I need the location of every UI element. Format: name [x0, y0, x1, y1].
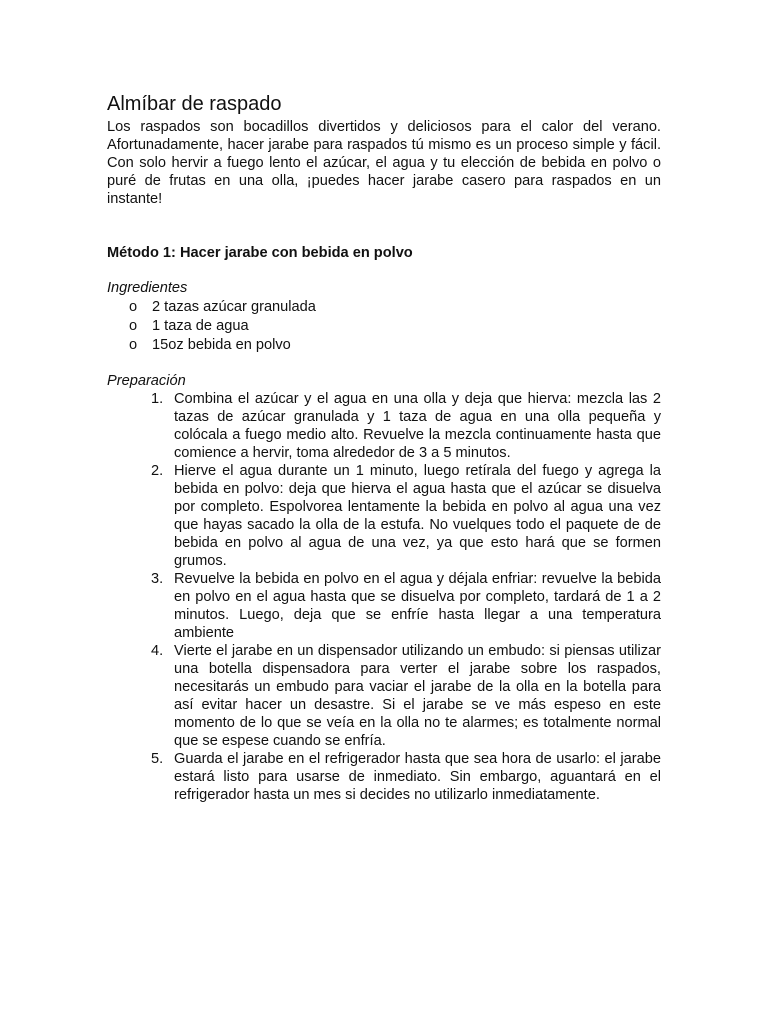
preparation-label: Preparación — [107, 373, 186, 389]
list-item — [107, 317, 661, 336]
step-number: 3. — [151, 571, 164, 587]
list-item — [107, 570, 661, 642]
intro-paragraph: Los raspados son bocadillos divertidos y deliciosos para el calor del verano. Afortunadamente, hacer jarabe para raspados tú mismo es un proceso simple y fácil. Con solo hervir a fuego lento el azúcar, el agua y tu elección de bebida en polvo o puré de frutas en una olla, ¡puedes hacer jarabe casero para raspados en un instante! — [107, 119, 661, 207]
preparation-steps — [107, 390, 661, 804]
list-item — [107, 390, 661, 462]
step-text: Vierte el jarabe en un dispensador utilizando un embudo: si piensas utilizar una botella dispensadora para verter el jarabe sobre los raspados, necesitarás un embudo para vaciar el jarabe de la olla en la botella para así evitar hacer un desastre. Si el jarabe se ve más espeso en este momento de lo que se veía en la olla no te alarmes; es totalmente normal que se espese cuando se enfría. — [174, 643, 661, 749]
method-heading: Método 1: Hacer jarabe con bebida en polvo — [107, 245, 413, 261]
ingredient-text: 1 taza de agua — [152, 318, 249, 334]
list-item — [107, 642, 661, 750]
ingredients-list — [107, 298, 661, 355]
bullet-icon: o — [129, 318, 138, 334]
bullet-icon: o — [129, 299, 138, 315]
step-number: 2. — [151, 463, 164, 479]
ingredient-text: 2 tazas azúcar granulada — [152, 299, 316, 315]
document-title: Almíbar de raspado — [107, 93, 282, 115]
step-number: 5. — [151, 751, 164, 767]
ingredient-text: 15oz bebida en polvo — [152, 337, 291, 353]
bullet-icon: o — [129, 337, 138, 353]
list-item — [107, 298, 661, 317]
list-item — [107, 462, 661, 570]
step-text: Hierve el agua durante un 1 minuto, luego retírala del fuego y agrega la bebida en polvo: deja que hierva el agua hasta que el azúcar se disuelva por completo. Espolvorea lentamente la bebida en polvo al agua una vez que hayas sacado la olla de la estufa. No vuelques todo el paquete de de bebida en polvo al agua de una vez, ya que esto hará que se formen grumos. — [174, 463, 661, 569]
list-item — [107, 750, 661, 804]
step-number: 1. — [151, 391, 164, 407]
list-item — [107, 336, 661, 355]
ingredients-label: Ingredientes — [107, 280, 188, 296]
step-text: Guarda el jarabe en el refrigerador hasta que sea hora de usarlo: el jarabe estará listo para usarse de inmediato. Sin embargo, aguantará en el refrigerador hasta un mes si decides no utilizarlo inmediatamente. — [174, 751, 661, 803]
step-text: Revuelve la bebida en polvo en el agua y déjala enfriar: revuelve la bebida en polvo en el agua hasta que se disuelva por completo, tardará de 1 a 2 minutos. Luego, deja que se enfríe hasta llegar a una temperatura ambiente — [174, 571, 661, 641]
step-text: Combina el azúcar y el agua en una olla y deja que hierva: mezcla las 2 tazas de azúcar granulada y 1 taza de agua en una olla pequeña y colócala a fuego medio alto. Revuelve la mezcla continuamente hasta que comience a hervir, toma alrededor de 3 a 5 minutos. — [174, 391, 661, 461]
step-number: 4. — [151, 643, 164, 659]
